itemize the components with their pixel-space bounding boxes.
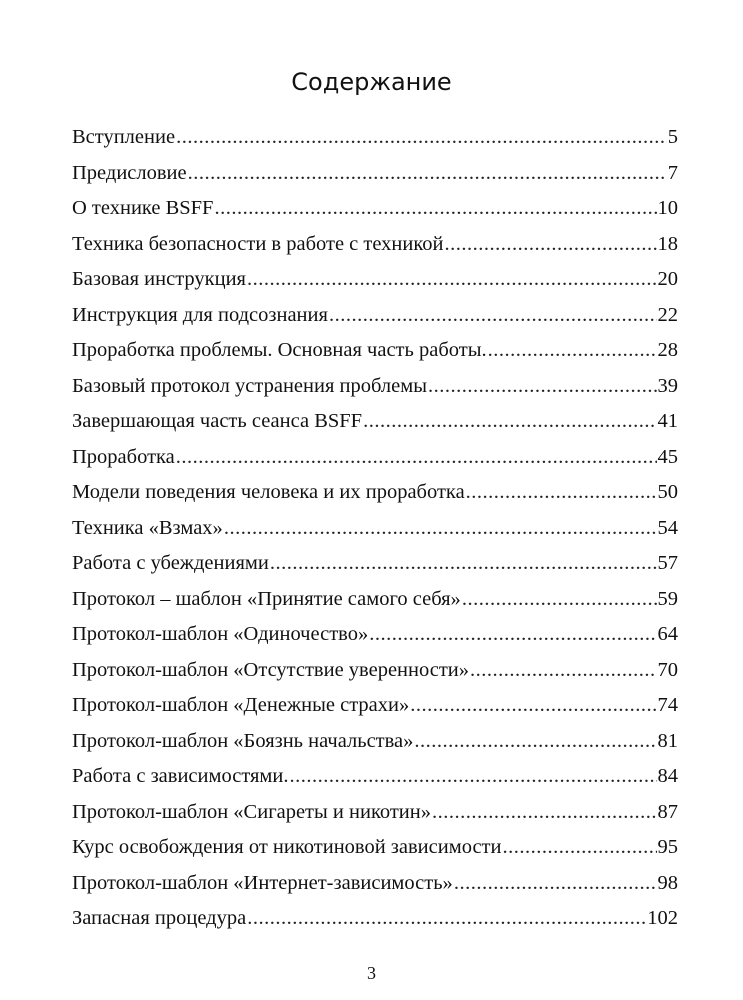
toc-dot-leader: [502, 832, 656, 863]
toc-entry-title: Протокол-шаблон «Одиночество»: [72, 623, 369, 645]
toc-dot-leader: [454, 868, 657, 899]
toc-entry: [72, 726, 678, 762]
toc-entry-page: 59: [657, 587, 678, 610]
toc-entry-title: Протокол-шаблон «Сигареты и никотин»: [72, 800, 432, 823]
toc-dot-leader: [247, 903, 646, 934]
toc-dot-leader: [410, 690, 656, 721]
toc-entry: [72, 477, 678, 513]
toc-dot-leader: [188, 158, 667, 189]
toc-dot-leader: [466, 477, 657, 508]
toc-entry-title: Модели поведения человека и их проработка: [72, 481, 465, 503]
toc-entry: [72, 868, 678, 904]
toc-entry: [72, 832, 678, 868]
toc-entry-page: 54: [657, 516, 678, 539]
toc-entry-title: Протокол-шаблон «Денежные страхи»: [72, 694, 410, 716]
toc-entry-title: Запасная процедура: [72, 907, 247, 929]
toc-dot-leader: [369, 619, 656, 650]
toc-entry-page: 50: [657, 481, 678, 503]
toc-dot-leader: [214, 193, 656, 224]
toc-dot-leader: [176, 122, 667, 153]
table-of-contents: [72, 122, 678, 939]
toc-entry-title: Протокол-шаблон «Боязнь начальства»: [72, 729, 414, 752]
toc-entry-page: 28: [657, 339, 678, 361]
toc-entry-page: 39: [657, 374, 678, 397]
toc-entry-title: Проработка: [72, 445, 175, 468]
toc-entry-title: Завершающая часть сеанса BSFF: [72, 410, 363, 432]
toc-entry-page: 57: [657, 552, 678, 574]
toc-dot-leader: [329, 300, 657, 331]
toc-entry: [72, 442, 678, 478]
toc-entry: [72, 513, 678, 549]
toc-entry-page: 20: [657, 268, 678, 290]
toc-entry-title: Предисловие: [72, 161, 187, 184]
toc-entry: [72, 406, 678, 442]
toc-dot-leader: [290, 761, 657, 792]
page-title: Содержание: [291, 68, 452, 96]
toc-entry: [72, 761, 678, 797]
toc-dot-leader: [470, 655, 656, 686]
toc-entry-page: 98: [657, 871, 678, 894]
toc-dot-leader: [432, 797, 656, 828]
toc-dot-leader: [363, 406, 656, 437]
toc-dot-leader: [428, 371, 657, 402]
toc-entry-page: 7: [667, 161, 678, 184]
toc-entry-title: Протокол-шаблон «Интернет-зависимость»: [72, 871, 453, 894]
toc-entry-page: 81: [657, 729, 678, 752]
toc-entry-page: 64: [657, 623, 678, 645]
toc-entry: [72, 193, 678, 229]
toc-entry: [72, 300, 678, 336]
toc-entry-page: 95: [657, 836, 678, 858]
toc-dot-leader: [462, 584, 657, 615]
toc-entry: [72, 690, 678, 726]
toc-entry-title: Техника «Взмах»: [72, 516, 223, 539]
toc-entry: [72, 619, 678, 655]
toc-entry: [72, 548, 678, 584]
toc-entry: [72, 903, 678, 939]
page-number: 3: [367, 963, 376, 983]
toc-entry-title: Протокол-шаблон «Отсутствие уверенности»: [72, 658, 470, 681]
toc-entry-page: 74: [657, 694, 678, 716]
toc-entry-title: О технике BSFF: [72, 197, 214, 219]
toc-entry-title: Работа с зависимостями.: [72, 765, 289, 787]
toc-entry-title: Инструкция для подсознания: [72, 303, 328, 326]
toc-entry-title: Техника безопасности в работе с техникой: [72, 232, 444, 255]
toc-entry: [72, 584, 678, 620]
toc-entry: [72, 229, 678, 265]
toc-dot-leader: [224, 513, 657, 544]
toc-entry-page: 41: [657, 410, 678, 432]
toc-dot-leader: [414, 726, 656, 757]
toc-entry-title: Вступление: [72, 126, 176, 148]
toc-entry: [72, 158, 678, 194]
toc-entry: [72, 371, 678, 407]
toc-entry-page: 70: [657, 658, 678, 681]
toc-entry-page: 102: [647, 907, 678, 929]
toc-entry-title: Базовая инструкция: [72, 268, 246, 290]
toc-entry-title: Протокол – шаблон «Принятие самого себя»: [72, 587, 461, 610]
toc-entry: [72, 264, 678, 300]
toc-entry-page: 10: [657, 197, 678, 219]
toc-entry-title: Курс освобождения от никотиновой зависимости: [72, 836, 502, 858]
toc-dot-leader: [176, 442, 657, 473]
toc-entry: [72, 122, 678, 158]
toc-entry-title: Базовый протокол устранения проблемы: [72, 374, 427, 397]
toc-entry-page: 84: [657, 765, 678, 787]
toc-entry-page: 45: [657, 445, 678, 468]
toc-dot-leader: [445, 229, 657, 260]
toc-entry-title: Проработка проблемы. Основная часть работы.: [72, 339, 487, 361]
toc-entry-page: 87: [657, 800, 678, 823]
toc-entry-title: Работа с убеждениями: [72, 552, 269, 574]
toc-entry: [72, 335, 678, 371]
toc-entry: [72, 655, 678, 691]
toc-dot-leader: [247, 264, 657, 295]
toc-entry: [72, 797, 678, 833]
toc-entry-page: 18: [657, 232, 678, 255]
toc-entry-page: 22: [657, 303, 678, 326]
toc-dot-leader: [270, 548, 657, 579]
toc-dot-leader: [488, 335, 657, 366]
toc-entry-page: 5: [667, 126, 678, 148]
